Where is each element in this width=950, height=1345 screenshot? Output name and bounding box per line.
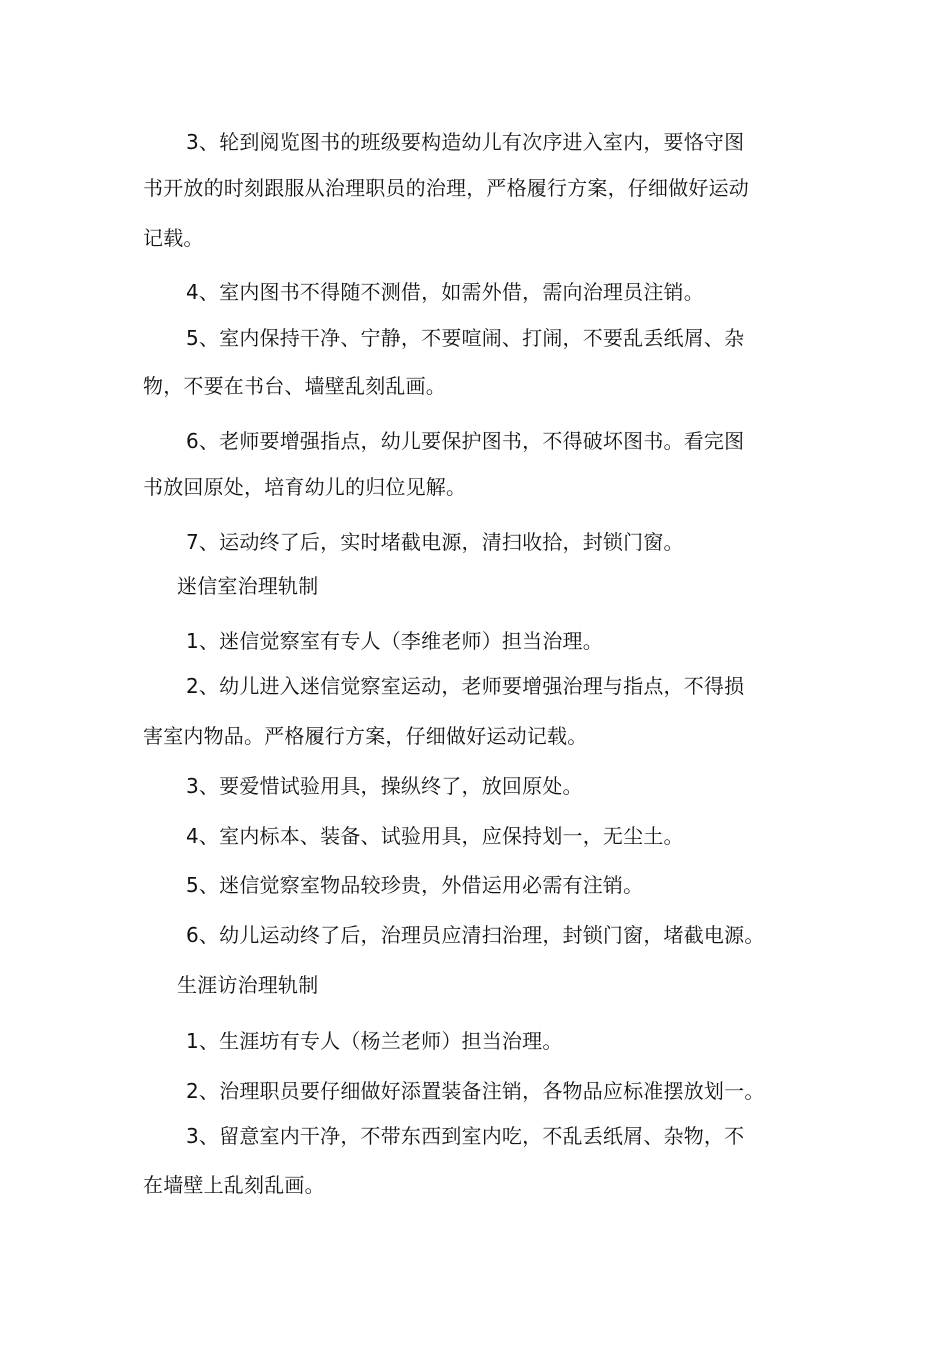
paragraph-line: 2、幼儿进入迷信觉察室运动，老师要增强治理与指点，不得损 bbox=[186, 674, 745, 698]
paragraph-line: 记载。 bbox=[143, 226, 204, 250]
paragraph-line: 4、室内图书不得随不测借，如需外借，需向治理员注销。 bbox=[186, 280, 704, 304]
paragraph-line: 物，不要在书台、墙壁乱刻乱画。 bbox=[143, 374, 446, 398]
paragraph-line: 5、迷信觉察室物品较珍贵，外借运用必需有注销。 bbox=[186, 873, 644, 897]
paragraph-line: 4、室内标本、装备、试验用具，应保持划一，无尘土。 bbox=[186, 824, 684, 848]
paragraph-line: 1、迷信觉察室有专人（李维老师）担当治理。 bbox=[186, 629, 603, 653]
paragraph-line: 书放回原处，培育幼儿的归位见解。 bbox=[143, 475, 467, 499]
section-heading: 生涯访治理轨制 bbox=[177, 973, 319, 997]
paragraph-line: 6、幼儿运动终了后，治理员应清扫治理，封锁门窗，堵截电源。 bbox=[186, 923, 765, 947]
paragraph-line: 在墙壁上乱刻乱画。 bbox=[143, 1173, 325, 1197]
paragraph-line: 1、生涯坊有专人（杨兰老师）担当治理。 bbox=[186, 1029, 563, 1053]
paragraph-line: 6、老师要增强指点，幼儿要保护图书，不得破坏图书。看完图 bbox=[186, 429, 745, 453]
paragraph-line: 5、室内保持干净、宁静，不要喧闹、打闹，不要乱丢纸屑、杂 bbox=[186, 326, 745, 350]
section-heading: 迷信室治理轨制 bbox=[177, 574, 319, 598]
paragraph-line: 害室内物品。严格履行方案，仔细做好运动记载。 bbox=[143, 724, 588, 748]
paragraph-line: 3、留意室内干净，不带东西到室内吃，不乱丢纸屑、杂物，不 bbox=[186, 1124, 745, 1148]
paragraph-line: 3、要爱惜试验用具，操纵终了，放回原处。 bbox=[186, 774, 583, 798]
paragraph-line: 2、治理职员要仔细做好添置装备注销，各物品应标准摆放划一。 bbox=[186, 1079, 765, 1103]
paragraph-line: 7、运动终了后，实时堵截电源，清扫收拾，封锁门窗。 bbox=[186, 530, 684, 554]
paragraph-line: 书开放的时刻跟服从治理职员的治理，严格履行方案，仔细做好运动 bbox=[143, 176, 749, 200]
paragraph-line: 3、轮到阅览图书的班级要构造幼儿有次序进入室内，要恪守图 bbox=[186, 130, 745, 154]
